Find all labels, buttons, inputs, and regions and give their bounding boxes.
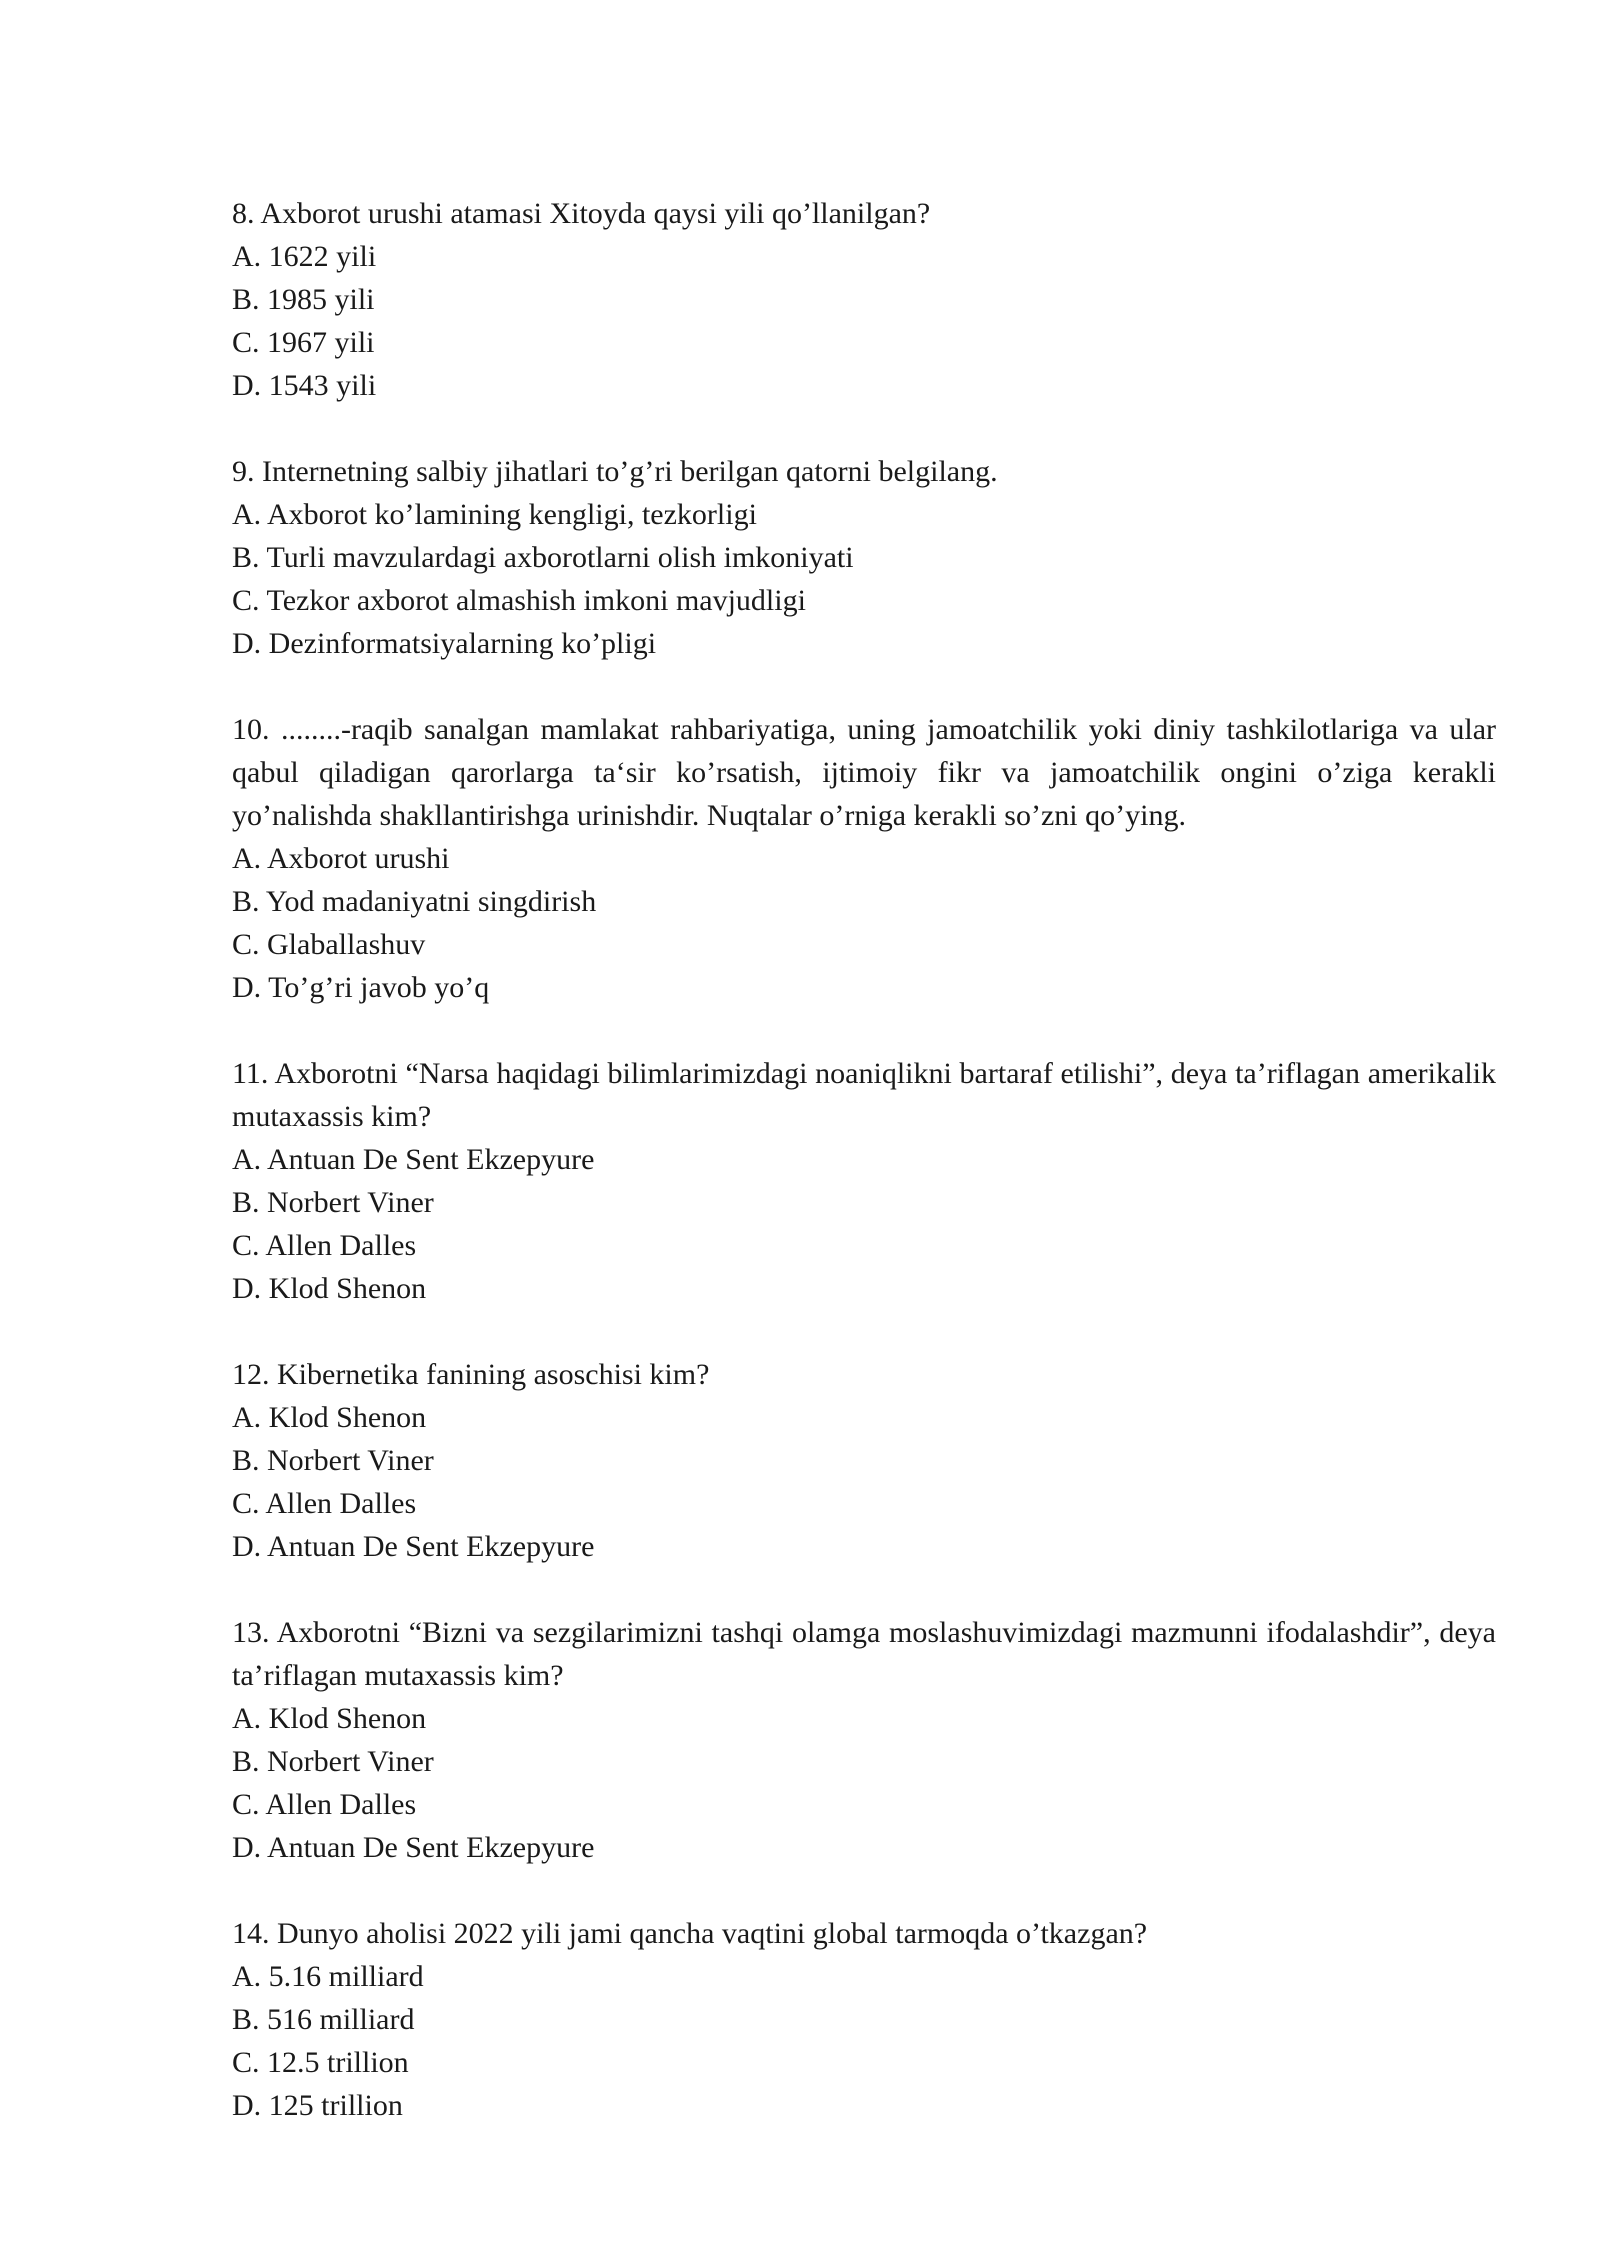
- option-a: A. Antuan De Sent Ekzepyure: [232, 1143, 595, 1176]
- question-12: [232, 1353, 1496, 1568]
- option-b: B. 1985 yili: [232, 283, 375, 316]
- option-d: D. Klod Shenon: [232, 1272, 427, 1305]
- option-d: D. 125 trillion: [232, 2089, 403, 2122]
- option-c: C. 12.5 trillion: [232, 2046, 409, 2079]
- question-8: [232, 192, 1496, 407]
- question-text: 12. Kibernetika fanining asoschisi kim?: [232, 1358, 710, 1391]
- document-page: [232, 192, 1496, 2127]
- question-text: 11. Axborotni “Narsa haqidagi bilimlarimizdagi noaniqlikni bartaraf etilishi”, deya ta’riflagan amerikalik mutaxassis kim?: [232, 1057, 1496, 1133]
- option-d: D. 1543 yili: [232, 369, 377, 402]
- option-a: A. Klod Shenon: [232, 1702, 427, 1735]
- option-a: A. Klod Shenon: [232, 1401, 427, 1434]
- option-b: B. Norbert Viner: [232, 1444, 434, 1477]
- option-d: D. Dezinformatsiyalarning ko’pligi: [232, 627, 657, 660]
- option-b: B. 516 milliard: [232, 2003, 415, 2036]
- question-text: 9. Internetning salbiy jihatlari to’g’ri berilgan qatorni belgilang.: [232, 455, 998, 488]
- option-b: B. Norbert Viner: [232, 1186, 434, 1219]
- option-c: C. Glaballashuv: [232, 928, 426, 961]
- question-11: [232, 1052, 1496, 1310]
- question-9: [232, 450, 1496, 665]
- option-b: B. Norbert Viner: [232, 1745, 434, 1778]
- option-d: D. Antuan De Sent Ekzepyure: [232, 1831, 595, 1864]
- option-c: C. Allen Dalles: [232, 1788, 417, 1821]
- option-d: D. To’g’ri javob yo’q: [232, 971, 490, 1004]
- option-a: A. 5.16 milliard: [232, 1960, 424, 1993]
- option-a: A. 1622 yili: [232, 240, 377, 273]
- question-10: [232, 708, 1496, 1009]
- option-a: A. Axborot urushi: [232, 842, 450, 875]
- option-c: C. Allen Dalles: [232, 1487, 417, 1520]
- question-text: 14. Dunyo aholisi 2022 yili jami qancha vaqtini global tarmoqda o’tkazgan?: [232, 1917, 1148, 1950]
- question-13: [232, 1611, 1496, 1869]
- option-d: D. Antuan De Sent Ekzepyure: [232, 1530, 595, 1563]
- question-text: 10. ........-raqib sanalgan mamlakat rahbariyatiga, uning jamoatchilik yoki diniy tashkilotlariga va ular qabul qiladigan qarorlarga ta‘sir ko’rsatish, ijtimoiy fikr va jamoatchilik ongini o’ziga kerakli yo’nalishda shakllantirishga urinishdir. Nuqtalar o’rniga kerakli so’zni qo’ying.: [232, 713, 1496, 832]
- option-a: A. Axborot ko’lamining kengligi, tezkorligi: [232, 498, 757, 531]
- option-b: B. Yod madaniyatni singdirish: [232, 885, 597, 918]
- question-text: 8. Axborot urushi atamasi Xitoyda qaysi yili qo’llanilgan?: [232, 197, 931, 230]
- question-14: [232, 1912, 1496, 2127]
- option-c: C. Tezkor axborot almashish imkoni mavjudligi: [232, 584, 806, 617]
- option-c: C. Allen Dalles: [232, 1229, 417, 1262]
- question-text: 13. Axborotni “Bizni va sezgilarimizni tashqi olamga moslashuvimizdagi mazmunni ifodalashdir”, deya ta’riflagan mutaxassis kim?: [232, 1616, 1496, 1692]
- option-b: B. Turli mavzulardagi axborotlarni olish imkoniyati: [232, 541, 854, 574]
- option-c: C. 1967 yili: [232, 326, 375, 359]
